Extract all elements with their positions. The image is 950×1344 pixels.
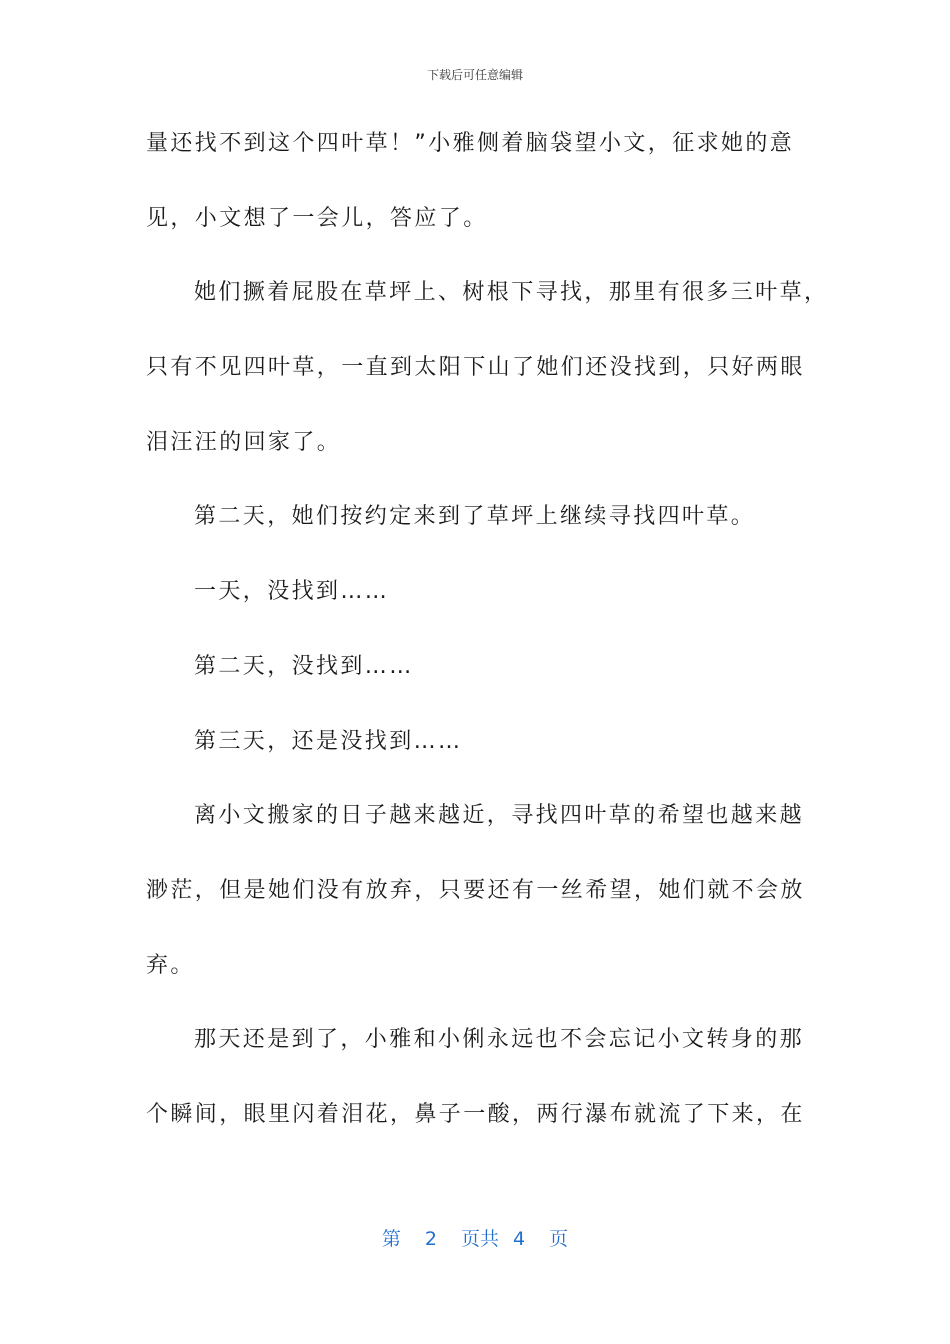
text-line: 第二天，她们按约定来到了草坪上继续寻找四叶草。 [194,504,756,530]
text-line: 个瞬间，眼里闪着泪花，鼻子一酸，两行瀑布就流了下来，在 [146,1101,805,1127]
text-line: 第三天，还是没找到…… [194,728,463,754]
footer-current-page: 2 [424,1228,437,1250]
text-line: 她们撅着屁股在草坪上、树根下寻找，那里有很多三叶草， [194,280,829,306]
footer-suffix: 页 [549,1228,569,1250]
footer-total-pages: 4 [513,1228,526,1250]
text-line: 渺茫，但是她们没有放弃，只要还有一丝希望，她们就不会放 [146,877,805,903]
text-line: 那天还是到了，小雅和小俐永远也不会忘记小文转身的那 [194,1027,805,1053]
text-line: 一天，没找到…… [194,579,390,605]
text-line: 见，小文想了一会儿，答应了。 [146,205,488,231]
body-text [146,124,829,1170]
text-line: 第二天，没找到…… [194,653,414,679]
text-line: 弃。 [146,952,195,978]
text-line: 泪汪汪的回家了。 [146,429,342,455]
page-header-note: 下载后可任意编辑 [426,68,523,82]
text-line: 只有不见四叶草，一直到太阳下山了她们还没找到，只好两眼 [146,355,805,381]
footer-middle: 页共 [460,1228,499,1250]
page-footer [0,1226,950,1252]
text-line: 离小文搬家的日子越来越近，寻找四叶草的希望也越来越 [194,803,805,829]
footer-prefix: 第 [381,1228,401,1250]
text-line: 量还找不到这个四叶草！”小雅侧着脑袋望小文，征求她的意 [146,131,795,156]
